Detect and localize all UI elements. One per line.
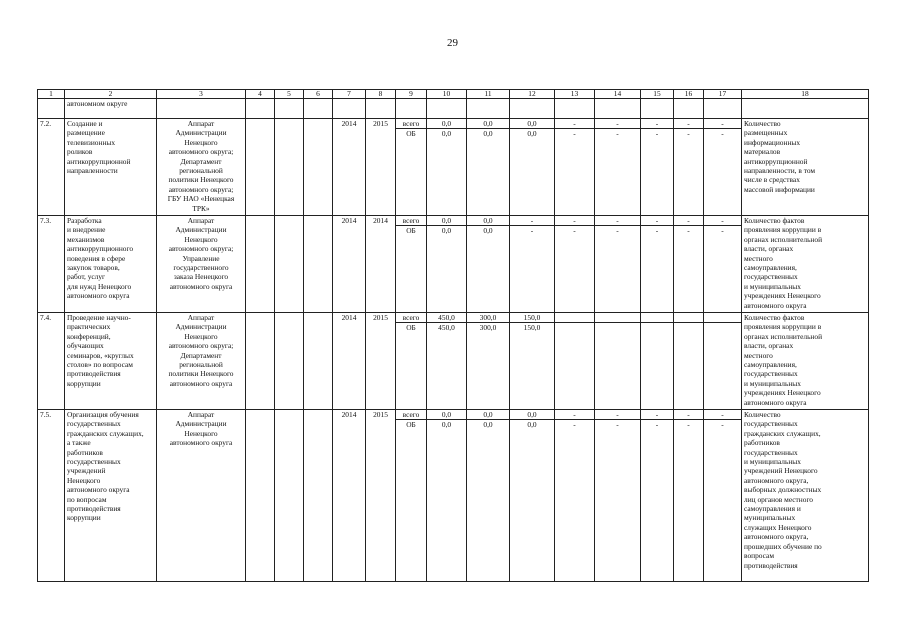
amount-c11-ob: 0,0 [483,420,493,429]
continuation-name: автономном округе [65,99,157,119]
amount-c16 [674,313,704,410]
amount-c13-ob [557,323,592,332]
empty-cell [304,216,333,313]
amount-c10 [427,313,467,410]
amount-c10 [427,216,467,313]
funding-source-total: всего [396,313,426,323]
empty-cell [275,216,304,313]
amount-c12-ob: 150,0 [523,323,541,332]
amount-c11-total: 0,0 [467,216,509,226]
amount-c14 [595,313,641,410]
amount-c17-total: - [704,119,741,129]
program-table [37,89,869,582]
amount-c16 [674,216,704,313]
measure-name: Проведение научно- практических конференций, обучающих семинаров, «круглых столов» по вопросам противодействия коррупции [65,313,157,410]
amount-c11-total: 300,0 [467,313,509,323]
amount-c10 [427,119,467,216]
amount-c11 [467,119,510,216]
amount-c10-ob: 450,0 [438,323,455,332]
funding-source [396,216,427,313]
funding-source-total: всего [396,119,426,129]
table-row [38,313,869,410]
amount-c14 [595,119,641,216]
start-year: 2014 [333,216,366,313]
header-col-14: 14 [595,90,641,99]
amount-c13-total [555,313,594,323]
table-row [38,119,869,216]
amount-c17-total [704,313,741,323]
funding-source-ob: ОБ [406,323,416,332]
amount-c10-ob: 0,0 [441,129,452,138]
table-row [38,216,869,313]
amount-c14 [595,216,641,313]
empty-cell [246,313,275,410]
amount-c12 [510,216,555,313]
amount-c14-ob [597,323,638,332]
amount-c17-ob: - [721,129,724,138]
amount-c16 [674,119,704,216]
funding-source [396,313,427,410]
executor: Аппарат Администрации Ненецкого автономного округа; Управление государственного заказа Ненецкого автономного округа [157,216,246,313]
amount-c11-ob: 0,0 [483,129,493,138]
amount-c15-ob: - [655,226,659,235]
funding-source-ob: ОБ [406,129,416,138]
amount-c10-total: 0,0 [427,410,466,420]
amount-c12 [510,119,555,216]
amount-c16-total [674,313,703,323]
header-col-9: 9 [396,90,427,99]
continuation-row [38,99,869,119]
amount-c15-total: - [641,119,673,129]
measure-name: Организация обучения государственных гражданских служащих, а также работников государственных учреждений Ненецкого автономного округа по вопросам противодействия коррупции [65,410,157,582]
header-col-18: 18 [742,90,869,99]
amount-c13-ob: - [573,420,576,429]
amount-c15-total [641,313,673,323]
empty-cell [275,313,304,410]
amount-c13-ob: - [573,226,576,235]
measure-name: Разработка и внедрение механизмов антикоррупционного поведения в сфере закупок товаров, работ, услуг для нужд Ненецкого автономного округа [65,216,157,313]
amount-c10-total: 450,0 [427,313,466,323]
header-col-8: 8 [366,90,396,99]
header-col-11: 11 [467,90,510,99]
funding-source-ob: ОБ [406,226,416,235]
amount-c16-ob [676,323,701,332]
amount-c17 [704,313,742,410]
end-year: 2015 [366,313,396,410]
empty-cell [304,313,333,410]
amount-c14-total: - [595,119,640,129]
amount-c14-ob: - [616,129,619,138]
row-number: 7.4. [38,313,65,410]
amount-c16 [674,410,704,582]
amount-c12-ob: 0,0 [527,129,537,138]
amount-c14-total: - [595,410,640,420]
amount-c14 [595,410,641,582]
empty-cell [275,410,304,582]
amount-c11-total: 0,0 [467,119,509,129]
end-year: 2014 [366,216,396,313]
header-col-3: 3 [157,90,246,99]
funding-source [396,410,427,582]
amount-c15 [641,410,674,582]
amount-c12-total: 0,0 [510,410,554,420]
start-year: 2014 [333,410,366,582]
header-col-12: 12 [510,90,555,99]
amount-c17-ob: - [721,226,724,235]
amount-c10-total: 0,0 [427,216,466,226]
header-col-4: 4 [246,90,275,99]
amount-c15 [641,216,674,313]
row-number: 7.5. [38,410,65,582]
amount-c12-ob: - [530,226,534,235]
amount-c11 [467,410,510,582]
amount-c16-total: - [674,119,703,129]
amount-c17-total: - [704,216,741,226]
amount-c15-total: - [641,410,673,420]
amount-c12-total: 0,0 [510,119,554,129]
funding-source-total: всего [396,216,426,226]
amount-c13 [555,313,595,410]
row-number: 7.2. [38,119,65,216]
header-col-6: 6 [304,90,333,99]
amount-c13-total: - [555,216,594,226]
amount-c10-ob: 0,0 [441,420,452,429]
amount-c17 [704,119,742,216]
amount-c17-total: - [704,410,741,420]
amount-c14-ob: - [616,226,619,235]
executor: Аппарат Администрации Ненецкого автономного округа; Департамент региональной политики Ненецкого автономного округа; ГБУ НАО «Ненецкая ТРК» [157,119,246,216]
header-col-5: 5 [275,90,304,99]
funding-source-total: всего [396,410,426,420]
indicator: Количество государственных гражданских служащих, работников государственных и муниципальных учреждений Ненецкого автономного округа, выборных должностных лиц органов местного самоуправления и муниципальных служащих Ненецкого автономного округа, прошедших обучение по вопросам противодействия [742,410,869,582]
amount-c14-total [595,313,640,323]
amount-c16-ob: - [687,129,690,138]
measure-name: Создание и размещение телевизионных роликов антикоррупционной направленности [65,119,157,216]
header-col-17: 17 [704,90,742,99]
indicator: Количество фактов проявления коррупции в органах исполнительной власти, органах местного самоуправления, государственных и муниципальных учреждениях Ненецкого автономного округа [742,313,869,410]
header-col-15: 15 [641,90,674,99]
amount-c13 [555,410,595,582]
amount-c17-ob: - [721,420,724,429]
amount-c16-ob: - [687,420,690,429]
amount-c12-total: - [510,216,554,226]
amount-c16-total: - [674,410,703,420]
empty-cell [304,410,333,582]
start-year: 2014 [333,313,366,410]
amount-c16-ob: - [687,226,690,235]
header-col-2: 2 [65,90,157,99]
amount-c12 [510,410,555,582]
funding-source-ob: ОБ [406,420,416,429]
amount-c10-ob: 0,0 [441,226,452,235]
amount-c11-ob: 0,0 [483,226,493,235]
end-year: 2015 [366,410,396,582]
amount-c10 [427,410,467,582]
empty-cell [304,119,333,216]
empty-cell [275,119,304,216]
indicator: Количество размещенных информационных материалов антикоррупционной направленности, в том числе в средствах массовой информации [742,119,869,216]
amount-c15-total: - [641,216,673,226]
row-number: 7.3. [38,216,65,313]
executor: Аппарат Администрации Ненецкого автономного округа [157,410,246,582]
header-col-13: 13 [555,90,595,99]
amount-c11 [467,216,510,313]
amount-c15 [641,119,674,216]
header-col-10: 10 [427,90,467,99]
funding-source [396,119,427,216]
empty-cell [246,216,275,313]
amount-c11-total: 0,0 [467,410,509,420]
page-number: 29 [447,37,458,49]
header-col-7: 7 [333,90,366,99]
start-year: 2014 [333,119,366,216]
empty-cell [246,119,275,216]
amount-c10-total: 0,0 [427,119,466,129]
amount-c17 [704,410,742,582]
amount-c13 [555,216,595,313]
amount-c11-ob: 300,0 [479,323,497,332]
amount-c12 [510,313,555,410]
amount-c14-total: - [595,216,640,226]
amount-c14-ob: - [616,420,619,429]
amount-c16-total: - [674,216,703,226]
amount-c17-ob [706,323,739,332]
executor: Аппарат Администрации Ненецкого автономного округа; Департамент региональной политики Ненецкого автономного округа [157,313,246,410]
amount-c15-ob [643,323,671,332]
amount-c15-ob: - [655,420,659,429]
end-year: 2015 [366,119,396,216]
amount-c17 [704,216,742,313]
amount-c13-ob: - [573,129,576,138]
empty-cell [246,410,275,582]
amount-c12-ob: 0,0 [527,420,537,429]
header-col-16: 16 [674,90,704,99]
table-row [38,410,869,582]
header-row [38,90,869,99]
amount-c12-total: 150,0 [510,313,554,323]
header-col-1: 1 [38,90,65,99]
amount-c13-total: - [555,410,594,420]
amount-c11 [467,313,510,410]
amount-c15-ob: - [655,129,659,138]
amount-c13-total: - [555,119,594,129]
amount-c13 [555,119,595,216]
amount-c15 [641,313,674,410]
indicator: Количество фактов проявления коррупции в органах исполнительной власти, органах местного самоуправления, государственных и муниципальных учреждениях Ненецкого автономного округа [742,216,869,313]
